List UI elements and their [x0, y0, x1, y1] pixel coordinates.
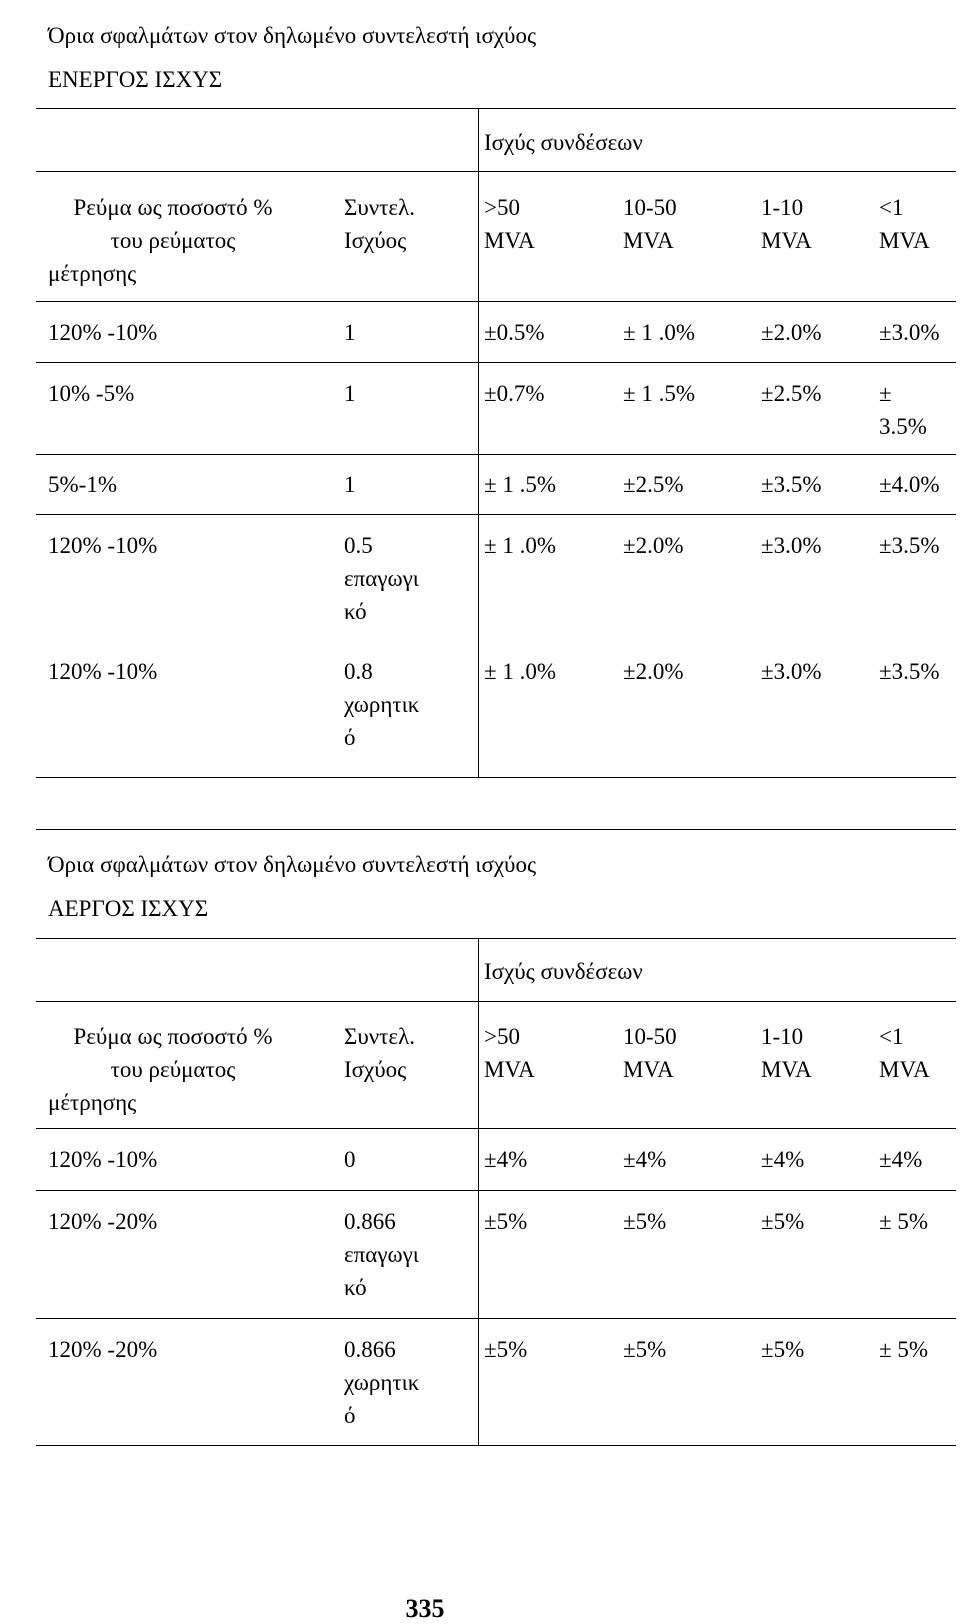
pf-line: χωρητικ: [344, 692, 420, 717]
limit-cell: ±4%: [879, 1147, 923, 1172]
power-factor-cell: [344, 655, 419, 754]
column-header-lt1: [879, 191, 930, 257]
pf-line: ό: [344, 725, 356, 750]
page-number: 335: [405, 1594, 445, 1623]
pf-line: 0.866: [344, 1337, 396, 1362]
table-row: [36, 363, 956, 455]
column-header-row: [36, 172, 956, 302]
limit-cell: ±2.5%: [761, 381, 822, 406]
header-line: Ρεύμα ως ποσοστό %: [73, 195, 273, 220]
header-line: <1: [879, 195, 904, 220]
header-line: Ισχύος: [344, 1057, 407, 1082]
limit-cell: ±3.0%: [761, 659, 822, 684]
header-line: MVA: [484, 1057, 535, 1082]
limit-cell: ±2.5%: [623, 472, 684, 497]
current-range-cell: 120% -10%: [48, 659, 158, 684]
pf-line: επαγωγι: [344, 1242, 419, 1267]
header-line: του ρεύματος: [110, 1057, 236, 1082]
header-line: Ισχύος: [344, 228, 407, 253]
power-factor-cell: [344, 1333, 419, 1432]
column-header-row: [36, 1002, 956, 1129]
table-title-row: [36, 829, 956, 939]
limit-cell: ±3.5%: [879, 533, 940, 558]
table-subtitle: ΑΕΡΓΟΣ ΙΣΧΥΣ: [48, 896, 209, 921]
group-header: Ισχύς συνδέσεων: [484, 959, 643, 984]
power-factor-header: [344, 191, 415, 257]
header-line: 1-10: [761, 1024, 804, 1049]
current-range-cell: 5%-1%: [48, 472, 117, 497]
pf-line: χωρητικ: [344, 1370, 420, 1395]
pf-line: 0.8: [344, 659, 373, 684]
current-range-cell: 120% -20%: [48, 1337, 158, 1362]
header-line: MVA: [623, 1057, 674, 1082]
limit-cell: ±3.0%: [761, 533, 822, 558]
table-title: Όρια σφαλμάτων στον δηλωμένο συντελεστή ισχύος: [48, 23, 537, 48]
column-divider: [478, 455, 479, 514]
pf-line: κό: [344, 1275, 367, 1300]
column-divider: [478, 1319, 479, 1445]
limit-cell: ± 1 .0%: [484, 533, 557, 558]
header-line: 1-10: [761, 195, 804, 220]
limit-cell: ± 1 .5%: [484, 472, 557, 497]
column-header-lt1: [879, 1020, 930, 1086]
column-divider: [478, 515, 479, 641]
limit-cell: ±5%: [484, 1209, 528, 1234]
limit-cell: ±4%: [623, 1147, 667, 1172]
limit-cell: ±5%: [623, 1209, 667, 1234]
table-row: [36, 1319, 956, 1446]
table-title-row: [36, 0, 956, 109]
column-header-gt50: [484, 1020, 535, 1086]
limit-cell: ±3.5%: [761, 472, 822, 497]
limit-cell: ±4%: [484, 1147, 528, 1172]
power-factor-cell: 1: [344, 381, 356, 406]
limit-line: ±: [879, 381, 892, 406]
reactive-power-table: [36, 829, 956, 1446]
power-factor-cell: [344, 1205, 419, 1304]
header-line: MVA: [761, 1057, 812, 1082]
column-header-gt50: [484, 191, 535, 257]
header-line: >50: [484, 195, 520, 220]
table-row: [36, 455, 956, 515]
header-line: Ρεύμα ως ποσοστό %: [73, 1024, 273, 1049]
group-header: Ισχύς συνδέσεων: [484, 130, 643, 155]
header-line: μέτρησης: [48, 261, 137, 286]
table-row: [36, 302, 956, 363]
limit-cell: [879, 377, 927, 443]
header-line: 10-50: [623, 1024, 677, 1049]
current-header: [48, 191, 298, 290]
limit-line: 3.5%: [879, 414, 927, 439]
limit-cell: ±4.0%: [879, 472, 940, 497]
column-divider: [478, 1002, 479, 1128]
limit-cell: ±4%: [761, 1147, 805, 1172]
column-header-1-10: [761, 1020, 812, 1086]
header-line: <1: [879, 1024, 904, 1049]
group-header-row: [36, 939, 956, 1002]
current-range-cell: 120% -10%: [48, 533, 158, 558]
column-divider: [478, 641, 479, 777]
limit-cell: ±5%: [484, 1337, 528, 1362]
limit-cell: ± 1 .0%: [484, 659, 557, 684]
group-header-row: [36, 109, 956, 172]
header-line: Συντελ.: [344, 1024, 415, 1049]
power-factor-cell: [344, 529, 419, 628]
limit-cell: ±0.5%: [484, 320, 545, 345]
limit-cell: ± 5%: [879, 1337, 929, 1362]
column-header-10-50: [623, 191, 677, 257]
limit-cell: ± 1 .5%: [623, 381, 696, 406]
header-line: MVA: [623, 228, 674, 253]
active-power-table: [36, 0, 956, 778]
header-line: MVA: [879, 1057, 930, 1082]
limit-cell: ±5%: [761, 1337, 805, 1362]
column-header-10-50: [623, 1020, 677, 1086]
column-divider: [478, 109, 479, 171]
limit-cell: ±2.0%: [761, 320, 822, 345]
table-subtitle: ΕΝΕΡΓΟΣ ΙΣΧΥΣ: [48, 67, 223, 92]
table-row: [36, 515, 956, 641]
limit-cell: ±3.5%: [879, 659, 940, 684]
limit-cell: ±2.0%: [623, 533, 684, 558]
table-row: [36, 1129, 956, 1191]
limit-cell: ± 1 .0%: [623, 320, 696, 345]
column-header-1-10: [761, 191, 812, 257]
power-factor-header: [344, 1020, 415, 1086]
column-divider: [478, 1129, 479, 1190]
limit-cell: ±3.0%: [879, 320, 940, 345]
limit-cell: ±5%: [761, 1209, 805, 1234]
column-divider: [478, 363, 479, 454]
limit-cell: ±2.0%: [623, 659, 684, 684]
pf-line: κό: [344, 599, 367, 624]
table-title: Όρια σφαλμάτων στον δηλωμένο συντελεστή ισχύος: [48, 852, 537, 877]
column-divider: [478, 939, 479, 1001]
limit-cell: ± 5%: [879, 1209, 929, 1234]
table-row: [36, 641, 956, 778]
header-line: MVA: [484, 228, 535, 253]
column-divider: [478, 302, 479, 362]
header-line: >50: [484, 1024, 520, 1049]
power-factor-cell: 1: [344, 320, 356, 345]
pf-line: 0.5: [344, 533, 373, 558]
current-range-cell: 120% -10%: [48, 1147, 158, 1172]
pf-line: 0.866: [344, 1209, 396, 1234]
header-line: Συντελ.: [344, 195, 415, 220]
header-line: MVA: [761, 228, 812, 253]
header-line: του ρεύματος: [110, 228, 236, 253]
current-range-cell: 10% -5%: [48, 381, 135, 406]
power-factor-cell: 1: [344, 472, 356, 497]
limit-cell: ±5%: [623, 1337, 667, 1362]
table-row: [36, 1191, 956, 1319]
header-line: 10-50: [623, 195, 677, 220]
column-divider: [478, 1191, 479, 1318]
pf-line: ό: [344, 1403, 356, 1428]
limit-cell: ±0.7%: [484, 381, 545, 406]
current-range-cell: 120% -10%: [48, 320, 158, 345]
current-range-cell: 120% -20%: [48, 1209, 158, 1234]
column-divider: [478, 172, 479, 301]
power-factor-cell: 0: [344, 1147, 356, 1172]
pf-line: επαγωγι: [344, 566, 419, 591]
header-line: μέτρησης: [48, 1090, 137, 1115]
current-header: [48, 1020, 298, 1119]
header-line: MVA: [879, 228, 930, 253]
